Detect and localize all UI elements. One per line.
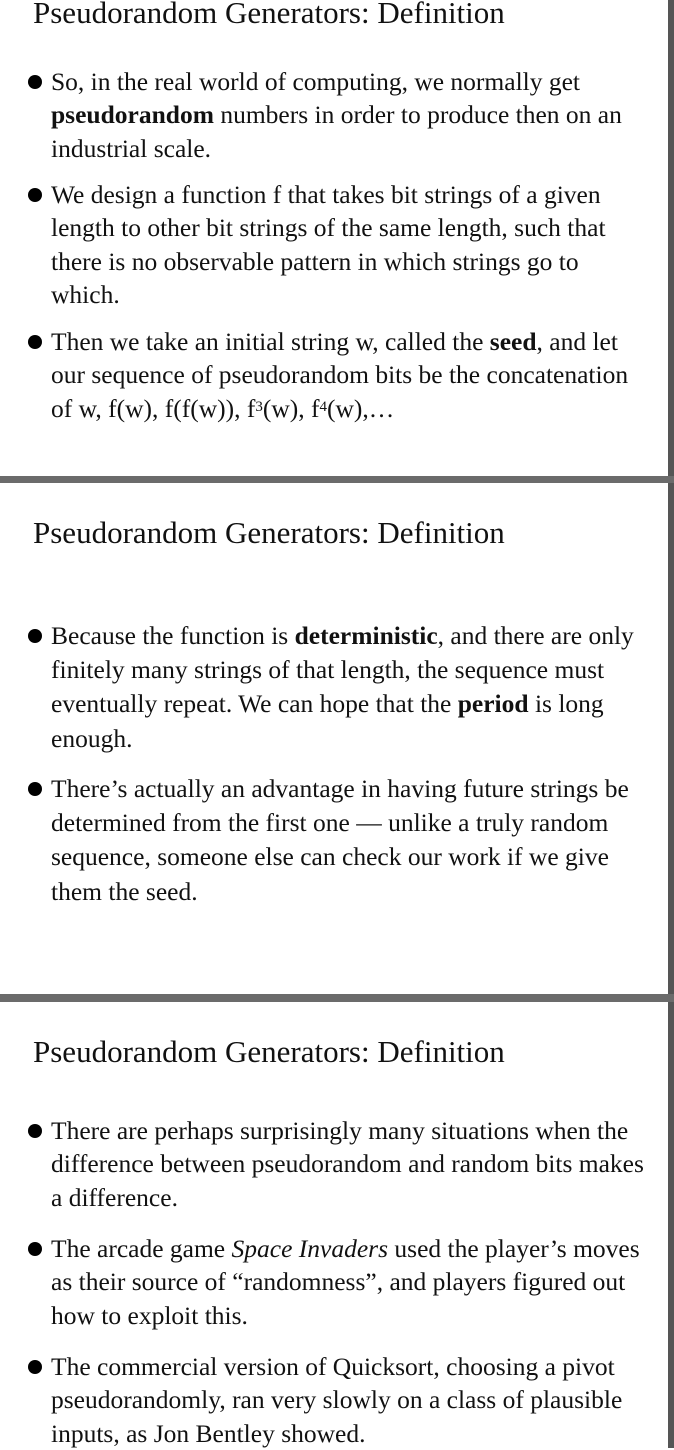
bold-term: deterministic bbox=[294, 621, 438, 650]
bullet-text: The arcade game bbox=[51, 1234, 232, 1263]
bullet-text: Then we take an initial string w, called the bbox=[51, 327, 490, 356]
bullet-text: There are perhaps surprisingly many situations when the difference between pseudorandom and random bits makes a difference. bbox=[51, 1116, 644, 1212]
bullet-text: The commercial version of Quicksort, choosing a pivot pseudorandomly, ran very slowly on a class of plausible inputs, as Jon Bentley showed. bbox=[51, 1352, 623, 1448]
slide-title: Pseudorandom Generators: Definition bbox=[33, 0, 505, 30]
italic-term: Space Invaders bbox=[231, 1234, 389, 1263]
bold-term: pseudorandom bbox=[51, 100, 214, 130]
superscript: 4 bbox=[319, 398, 328, 415]
bullet-text: , and there are only finitely many strings of that length, the sequence must eventually repeat. We can hope that the bbox=[51, 621, 634, 719]
bullet-item bbox=[51, 65, 651, 165]
bullet-text: (w),… bbox=[327, 393, 395, 423]
slide-2 bbox=[0, 483, 674, 994]
slide-3 bbox=[0, 1002, 674, 1448]
bold-term: seed bbox=[489, 327, 537, 356]
bullet-text: We design a function f that takes bit strings of a given length to other bit strings of the same length, such that there is no observable pattern in which strings go to which. bbox=[51, 180, 606, 309]
bullet-text: , and let our sequence of pseudorandom bits be the concatenation of w, f(w), f(f(w)), f bbox=[51, 327, 629, 423]
slide-title: Pseudorandom Generators: Definition bbox=[33, 515, 505, 550]
bullet-item bbox=[51, 1114, 651, 1214]
bullet-item bbox=[51, 325, 651, 425]
slide-1 bbox=[0, 0, 674, 476]
bullet-item bbox=[51, 772, 651, 909]
bullet-item bbox=[51, 1232, 651, 1332]
bullet-text: So, in the real world of computing, we normally get bbox=[51, 67, 581, 96]
bullet-text: There’s actually an advantage in having future strings be determined from the first one — unlike a truly random sequence, someone else can check our work if we give them the seed. bbox=[51, 774, 629, 906]
bullet-item bbox=[51, 1350, 651, 1450]
bullet-text: used the player’s moves as their source of “randomness”, and players figured out how to exploit this. bbox=[51, 1234, 640, 1330]
slide-divider bbox=[0, 994, 674, 1002]
bullet-item bbox=[51, 619, 651, 756]
bullet-item bbox=[51, 178, 651, 311]
bullet-text: (w), f bbox=[262, 393, 320, 423]
slide-title: Pseudorandom Generators: Definition bbox=[33, 1034, 505, 1069]
superscript: 3 bbox=[255, 398, 263, 415]
slide-divider bbox=[0, 476, 674, 483]
bullet-text: Because the function is bbox=[51, 621, 295, 650]
bullet-text: is long enough. bbox=[51, 689, 604, 753]
bullet-text: numbers in order to produce then on an industrial scale. bbox=[51, 100, 622, 163]
bold-term: period bbox=[457, 689, 529, 719]
